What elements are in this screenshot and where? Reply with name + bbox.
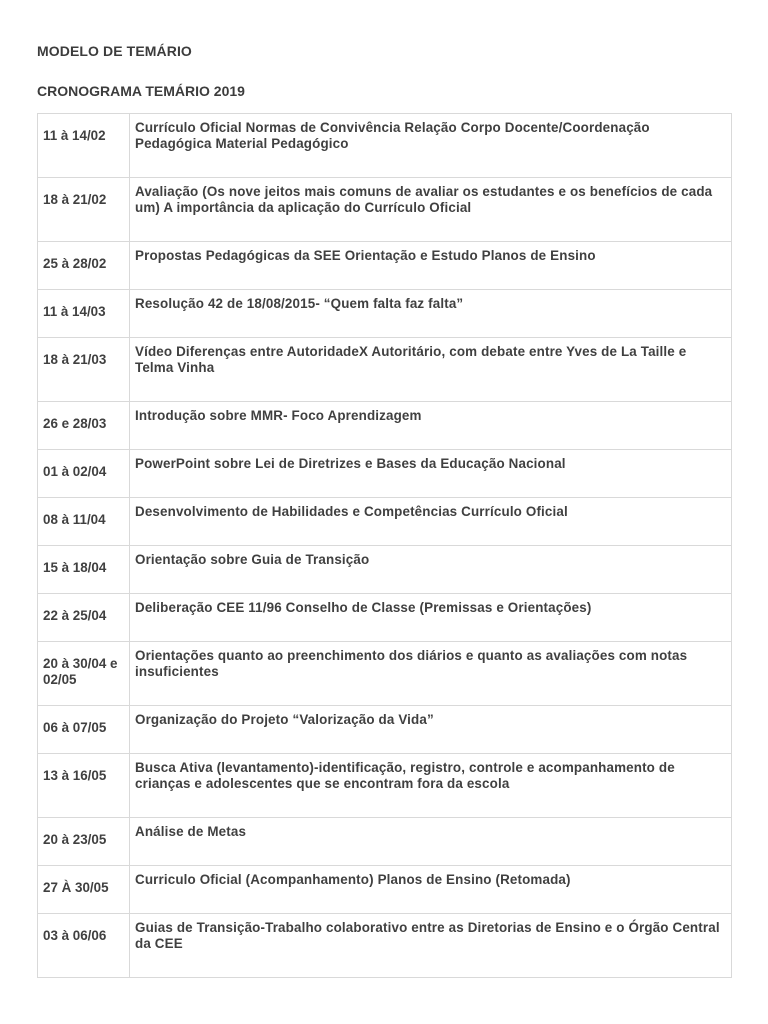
date-text: 18 à 21/02	[43, 192, 107, 207]
date-cell	[38, 402, 130, 450]
table-row	[38, 754, 732, 818]
topic-cell	[130, 754, 732, 818]
topic-cell	[130, 402, 732, 450]
date-cell	[38, 754, 130, 818]
date-cell	[38, 450, 130, 498]
date-cell	[38, 290, 130, 338]
schedule-heading: CRONOGRAMA TEMÁRIO 2019	[37, 83, 245, 99]
topic-text: Introdução sobre MMR- Foco Aprendizagem	[135, 408, 422, 423]
table-row	[38, 546, 732, 594]
table-row	[38, 594, 732, 642]
date-cell	[38, 498, 130, 546]
topic-cell	[130, 290, 732, 338]
topic-text: Vídeo Diferenças entre AutoridadeX Autoritário, com debate entre Yves de La Taille e Telma Vinha	[135, 344, 687, 375]
topic-text: Deliberação CEE 11/96 Conselho de Classe (Premissas e Orientações)	[135, 600, 592, 615]
table-row	[38, 402, 732, 450]
date-text: 15 à 18/04	[43, 560, 107, 575]
date-text: 20 à 23/05	[43, 832, 107, 847]
topic-cell	[130, 114, 732, 178]
table-row	[38, 290, 732, 338]
topic-cell	[130, 450, 732, 498]
topic-cell	[130, 498, 732, 546]
table-row	[38, 914, 732, 978]
date-cell	[38, 818, 130, 866]
topic-text: Análise de Metas	[135, 824, 247, 839]
date-cell	[38, 642, 130, 706]
topic-cell	[130, 866, 732, 914]
table-row	[38, 450, 732, 498]
date-text: 26 e 28/03	[43, 416, 107, 431]
date-text: 01 à 02/04	[43, 464, 107, 479]
topic-text: Avaliação (Os nove jeitos mais comuns de avaliar os estudantes e os benefícios de cada um) A importância da aplicação do Currículo Oficial	[135, 184, 713, 215]
schedule-table	[37, 113, 732, 978]
topic-cell	[130, 546, 732, 594]
date-text: 03 à 06/06	[43, 928, 107, 943]
table-row	[38, 242, 732, 290]
topic-cell	[130, 642, 732, 706]
date-cell	[38, 114, 130, 178]
date-cell	[38, 594, 130, 642]
date-text: 13 à 16/05	[43, 768, 107, 783]
topic-cell	[130, 178, 732, 242]
date-text: 25 à 28/02	[43, 256, 107, 271]
date-cell	[38, 338, 130, 402]
date-cell	[38, 546, 130, 594]
table-row	[38, 706, 732, 754]
table-row	[38, 338, 732, 402]
document-title: MODELO DE TEMÁRIO	[37, 43, 192, 59]
topic-text: Currículo Oficial Normas de Convivência Relação Corpo Docente/Coordenação Pedagógica Material Pedagógico	[135, 120, 650, 151]
date-text: 06 à 07/05	[43, 720, 107, 735]
topic-text: Orientações quanto ao preenchimento dos diários e quanto as avaliações com notas insuficientes	[135, 648, 688, 679]
topic-text: Desenvolvimento de Habilidades e Competências Currículo Oficial	[135, 504, 568, 519]
date-cell	[38, 242, 130, 290]
topic-text: PowerPoint sobre Lei de Diretrizes e Bases da Educação Nacional	[135, 456, 566, 471]
date-text: 18 à 21/03	[43, 352, 107, 367]
date-text: 08 à 11/04	[43, 512, 106, 527]
table-row	[38, 866, 732, 914]
topic-text: Organização do Projeto “Valorização da Vida”	[135, 712, 434, 727]
topic-cell	[130, 594, 732, 642]
date-text: 11 à 14/02	[43, 128, 106, 143]
date-text: 27 À 30/05	[43, 880, 109, 895]
table-row	[38, 818, 732, 866]
topic-text: Propostas Pedagógicas da SEE Orientação e Estudo Planos de Ensino	[135, 248, 596, 263]
topic-cell	[130, 338, 732, 402]
date-cell	[38, 866, 130, 914]
topic-cell	[130, 818, 732, 866]
topic-cell	[130, 242, 732, 290]
topic-cell	[130, 706, 732, 754]
date-cell	[38, 178, 130, 242]
date-cell	[38, 706, 130, 754]
table-row	[38, 498, 732, 546]
topic-text: Orientação sobre Guia de Transição	[135, 552, 370, 567]
topic-cell	[130, 914, 732, 978]
table-row	[38, 114, 732, 178]
date-text: 20 à 30/04 e 02/05	[43, 656, 118, 687]
topic-text: Resolução 42 de 18/08/2015- “Quem falta faz falta”	[135, 296, 464, 311]
date-text: 11 à 14/03	[43, 304, 106, 319]
topic-text: Guias de Transição-Trabalho colaborativo entre as Diretorias de Ensino e o Órgão Central da CEE	[135, 920, 720, 951]
topic-text: Curriculo Oficial (Acompanhamento) Planos de Ensino (Retomada)	[135, 872, 571, 887]
table-row	[38, 178, 732, 242]
date-text: 22 à 25/04	[43, 608, 107, 623]
table-row	[38, 642, 732, 706]
date-cell	[38, 914, 130, 978]
topic-text: Busca Ativa (levantamento)-identificação, registro, controle e acompanhamento de crianças e adolescentes que se encontram fora da escola	[135, 760, 675, 791]
